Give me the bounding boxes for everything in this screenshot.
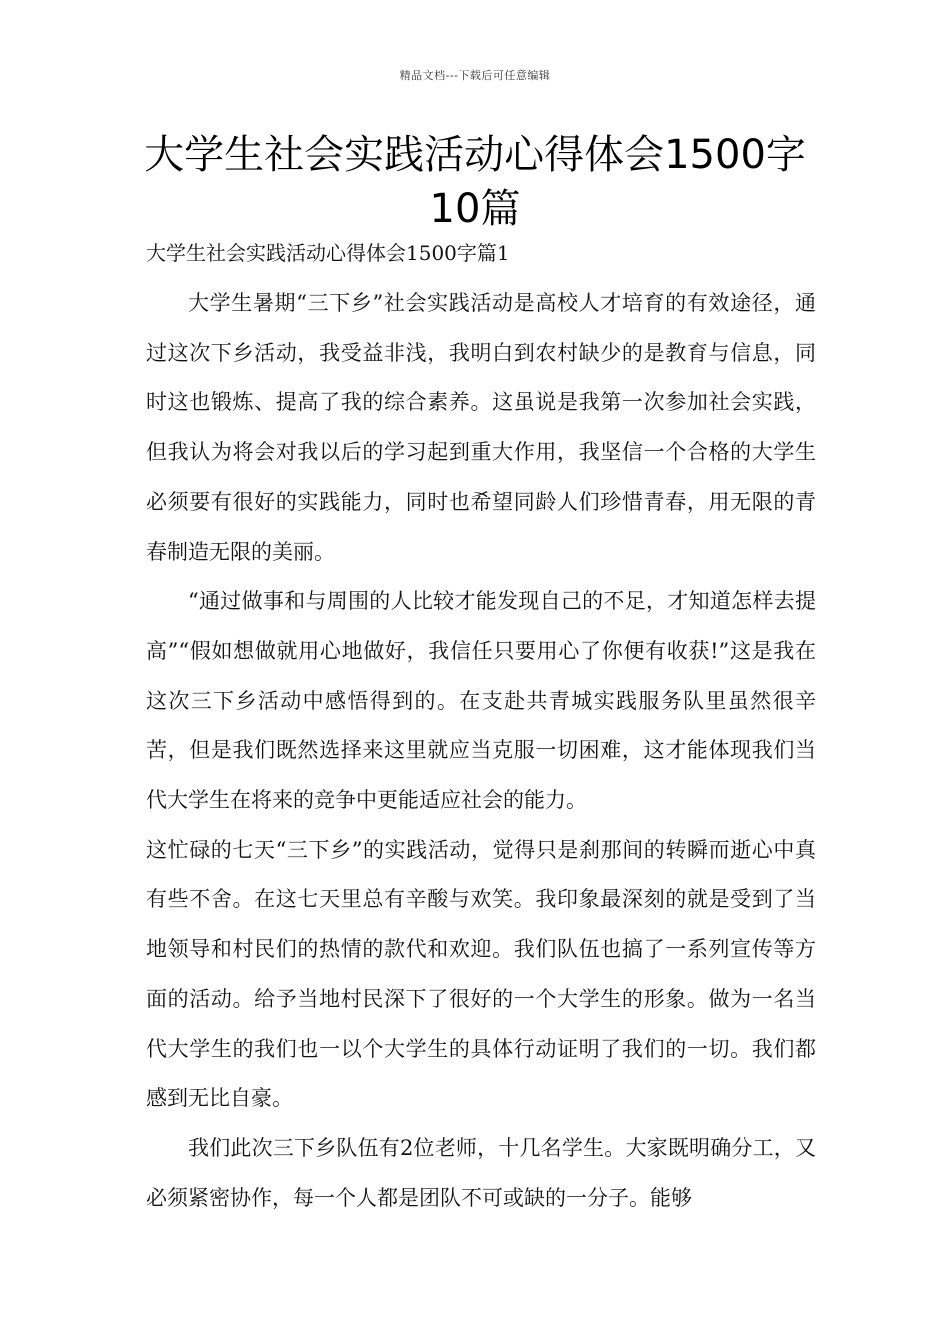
document-title: 大学生社会实践活动心得体会1500字10篇 xyxy=(144,132,806,232)
body-text xyxy=(146,279,816,1223)
header-note: 精品文档---下载后可任意编辑 xyxy=(399,69,551,82)
paragraph: “通过做事和与周围的人比较才能发现自己的不足，才知道怎样去提高”“假如想做就用心地做好，我信任只要用心了你便有收获!”这是我在这次三下乡活动中感悟得到的。在支赴共青城实践服务队里虽然很辛苦，但是我们既然选择来这里就应当克服一切困难，这才能体现我们当代大学生在将来的竞争中更能适应社会的能力。 xyxy=(146,589,816,813)
section-heading: 大学生社会实践活动心得体会1500字篇1 xyxy=(146,241,510,265)
paragraph: 这忙碌的七天“三下乡”的实践活动，觉得只是刹那间的转瞬而逝心中真有些不舍。在这七天里总有辛酸与欢笑。我印象最深刻的就是受到了当地领导和村民们的热情的款代和欢迎。我们队伍也搞了一系列宣传等方面的活动。给予当地村民深下了很好的一个大学生的形象。做为一名当代大学生的我们也一以个大学生的具体行动证明了我们的一切。我们都感到无比自豪。 xyxy=(146,837,816,1111)
paragraph: 我们此次三下乡队伍有2位老师，十几名学生。大家既明确分工，又必须紧密协作，每一个人都是团队不可或缺的一分子。能够 xyxy=(146,1135,816,1210)
paragraph: 大学生暑期“三下乡”社会实践活动是高校人才培育的有效途径，通过这次下乡活动，我受益非浅，我明白到农村缺少的是教育与信息，同时这也锻炼、提高了我的综合素养。这虽说是我第一次参加社会实践，但我认为将会对我以后的学习起到重大作用，我坚信一个合格的大学生必须要有很好的实践能力，同时也希望同龄人们珍惜青春，用无限的青春制造无限的美丽。 xyxy=(146,291,816,564)
